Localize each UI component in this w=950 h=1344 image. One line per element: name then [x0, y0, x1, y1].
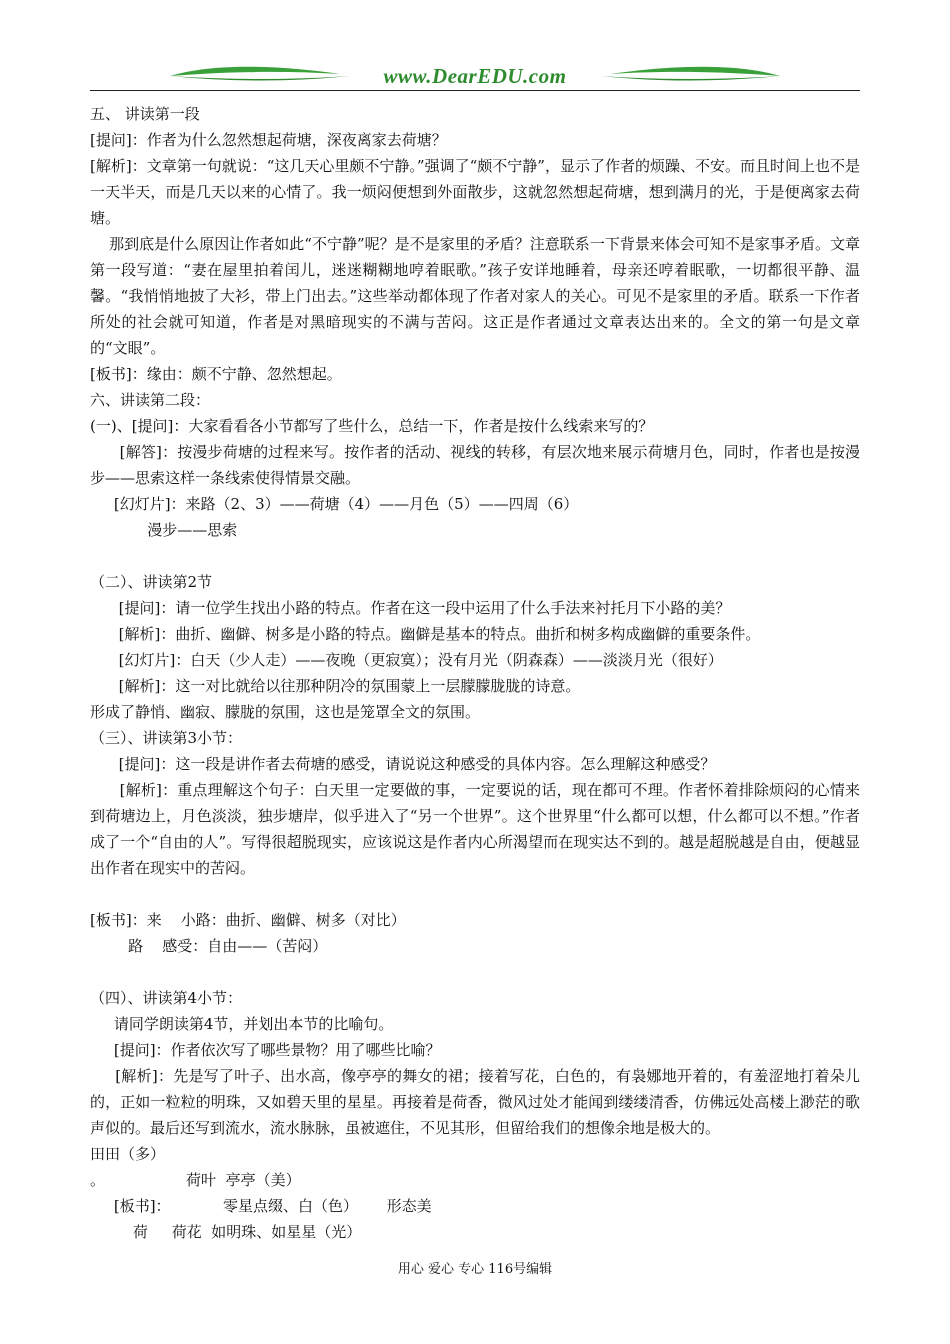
text-line: [解析]：重点理解这个句子：白天里一定要做的事，一定要说的话，现在都可不理。作者怀着排除烦闷的心情来到荷塘边上，月色淡淡，独步塘岸，似乎进入了“另一个世界”。这个世界里“什么都可以想，什么都可以不想。”作者成了一个“自由的人”。写得很超脱现实，应该说这是作者内心所渴望而在现实达不到的。越是超脱越是自由，便越显出作者在现实中的苦闷。 — [90, 781, 860, 877]
text-line: [解析]：先是写了叶子、出水高，像亭亭的舞女的裙；接着写花，白色的，有袅娜地开着的，有羞涩地打着朵儿的，正如一粒粒的明珠，又如碧天里的星星。再接着是荷香，微风过处才能闻到缕缕清香，仿佛远处高楼上渺茫的歌声似的。最后还写到流水，流水脉脉，虽被遮住，不见其形，但留给我们的想像余地是极大的。 — [90, 1067, 860, 1137]
text-line: [板书]： 零星点缀、白（色） 形态美 — [90, 1197, 432, 1215]
text-line: 荷 荷花 如明珠、如星星（光） — [90, 1223, 362, 1241]
text-line: 路 感受：自由——（苦闷） — [90, 937, 328, 955]
text-line: 漫步——思索 — [90, 521, 238, 539]
text-line: 形成了静悄、幽寂、朦胧的氛围，这也是笼罩全文的氛围。 — [90, 703, 481, 721]
text-line: 五、 讲读第一段 — [90, 105, 200, 123]
text-line: （三）、讲读第3小节： — [90, 729, 243, 747]
text-line: [提问]：请一位学生找出小路的特点。作者在这一段中运用了什么手法来衬托月下小路的美？ — [90, 599, 731, 617]
text-line: [解析]：文章第一句就说：“这几天心里颇不宁静。”强调了“颇不宁静”，显示了作者的烦躁、不安。而且时间上也不是一天半天，而是几天以来的心情了。我一烦闷便想到外面散步，这就忽然想起荷塘，想到满月的光，于是便离家去荷塘。 — [90, 157, 860, 227]
text-line: [幻灯片]：白天（少人走）——夜晚（更寂寞）；没有月光（阴森森）——淡淡月光（很好） — [90, 651, 723, 669]
page-footer: 用心 爱心 专心 116号编辑 — [397, 1262, 553, 1277]
text-line: （二）、讲读第2节 — [90, 573, 213, 591]
blank-line — [90, 543, 860, 569]
text-line: [提问]：作者为什么忽然想起荷塘，深夜离家去荷塘？ — [90, 131, 447, 149]
blank-line — [90, 881, 860, 907]
site-name: www.DearEDU.com — [383, 64, 567, 88]
text-line: [解答]：按漫步荷塘的过程来写。按作者的活动、视线的转移，有层次地来展示荷塘月色，同时，作者也是按漫步——思索这样一条线索使得情景交融。 — [90, 443, 860, 487]
text-line: [幻灯片]：来路（2、3）——荷塘（4）——月色（5）——四周（6） — [90, 495, 579, 513]
text-line: 田田（多） — [90, 1145, 166, 1163]
header-rule — [90, 90, 860, 91]
text-line: 那到底是什么原因让作者如此“不宁静”呢？是不是家里的矛盾？注意联系一下背景来体会可知不是家事矛盾。文章第一段写道：“妻在屋里拍着闰儿，迷迷糊糊地哼着眠歌。”孩子安详地睡着，母亲还哼着眠歌，一切都很平静、温馨。“我悄悄地披了大衫，带上门出去。”这些举动都体现了作者对家人的关心。可见不是家里的矛盾。联系一下作者所处的社会就可知道，作者是对黑暗现实的不满与苦闷。这正是作者通过文章表达出来的。全文的第一句是文章的“文眼”。 — [90, 235, 861, 357]
text-line: 请同学朗读第4节，并划出本节的比喻句。 — [90, 1015, 394, 1033]
text-line: [解析]：曲折、幽僻、树多是小路的特点。幽僻是基本的特点。曲折和树多构成幽僻的重要条件。 — [90, 625, 761, 643]
text-line: [提问]：这一段是讲作者去荷塘的感受，请说说这种感受的具体内容。怎么理解这种感受？ — [90, 755, 716, 773]
document-body — [90, 101, 860, 1245]
text-line: 。 荷叶 亭亭（美） — [90, 1171, 301, 1189]
text-line: [板书]：来 小路：曲折、幽僻、树多（对比） — [90, 911, 406, 929]
text-line: （四）、讲读第4小节： — [90, 989, 243, 1007]
text-line: [板书]：缘由：颇不宁静、忽然想起。 — [90, 365, 342, 383]
blank-line — [90, 959, 860, 985]
site-header — [90, 60, 860, 92]
text-line: (一)、[提问]：大家看看各小节都写了些什么，总结一下，作者是按什么线索来写的？ — [90, 417, 654, 435]
text-line: [提问]：作者依次写了哪些景物？用了哪些比喻？ — [90, 1041, 441, 1059]
text-line: 六、讲读第二段： — [90, 391, 211, 409]
text-line: [解析]：这一对比就给以往那种阴冷的氛围蒙上一层朦朦胧胧的诗意。 — [90, 677, 581, 695]
